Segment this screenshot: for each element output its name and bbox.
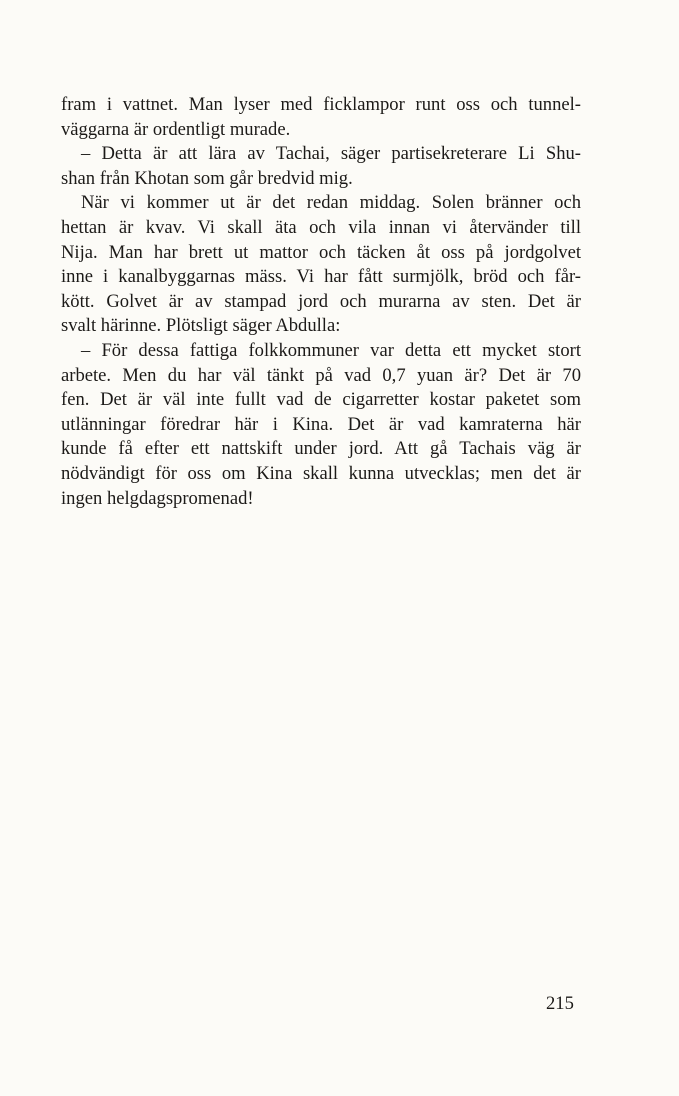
- text-line: fen. Det är väl inte fullt vad de cigarretter kostar paketet som: [61, 389, 581, 411]
- text-line: När vi kommer ut är det redan middag. Solen bränner och: [81, 192, 581, 214]
- text-line: kött. Golvet är av stampad jord och murarna av sten. Det är: [61, 290, 581, 312]
- text-line: Nija. Man har brett ut mattor och täcken åt oss på jordgolvet: [61, 241, 581, 263]
- page-number: 215: [546, 993, 574, 1014]
- text-line: väggarna är ordentligt murade.: [61, 118, 291, 140]
- text-line: – Detta är att lära av Tachai, säger partisekreterare Li Shu-: [81, 143, 581, 165]
- text-line: shan från Khotan som går bredvid mig.: [61, 167, 353, 189]
- text-line: utlänningar föredrar här i Kina. Det är vad kamraterna här: [61, 413, 581, 435]
- body-text: [61, 93, 581, 511]
- text-line: fram i vattnet. Man lyser med ficklampor runt oss och tunnel-: [61, 94, 581, 115]
- text-line: hettan är kvav. Vi skall äta och vila innan vi återvänder till: [61, 216, 581, 238]
- text-line: svalt härinne. Plötsligt säger Abdulla:: [61, 315, 341, 337]
- text-line: kunde få efter ett nattskift under jord. Att gå Tachais väg är: [61, 438, 581, 460]
- text-line: nödvändigt för oss om Kina skall kunna utvecklas; men det är: [61, 462, 581, 484]
- text-line: ingen helgdagspromenad!: [61, 487, 254, 509]
- text-line: – För dessa fattiga folkkommuner var detta ett mycket stort: [81, 339, 581, 361]
- text-line: arbete. Men du har väl tänkt på vad 0,7 yuan är? Det är 70: [61, 364, 581, 386]
- text-line: inne i kanalbyggarnas mäss. Vi har fått surmjölk, bröd och får-: [61, 266, 581, 288]
